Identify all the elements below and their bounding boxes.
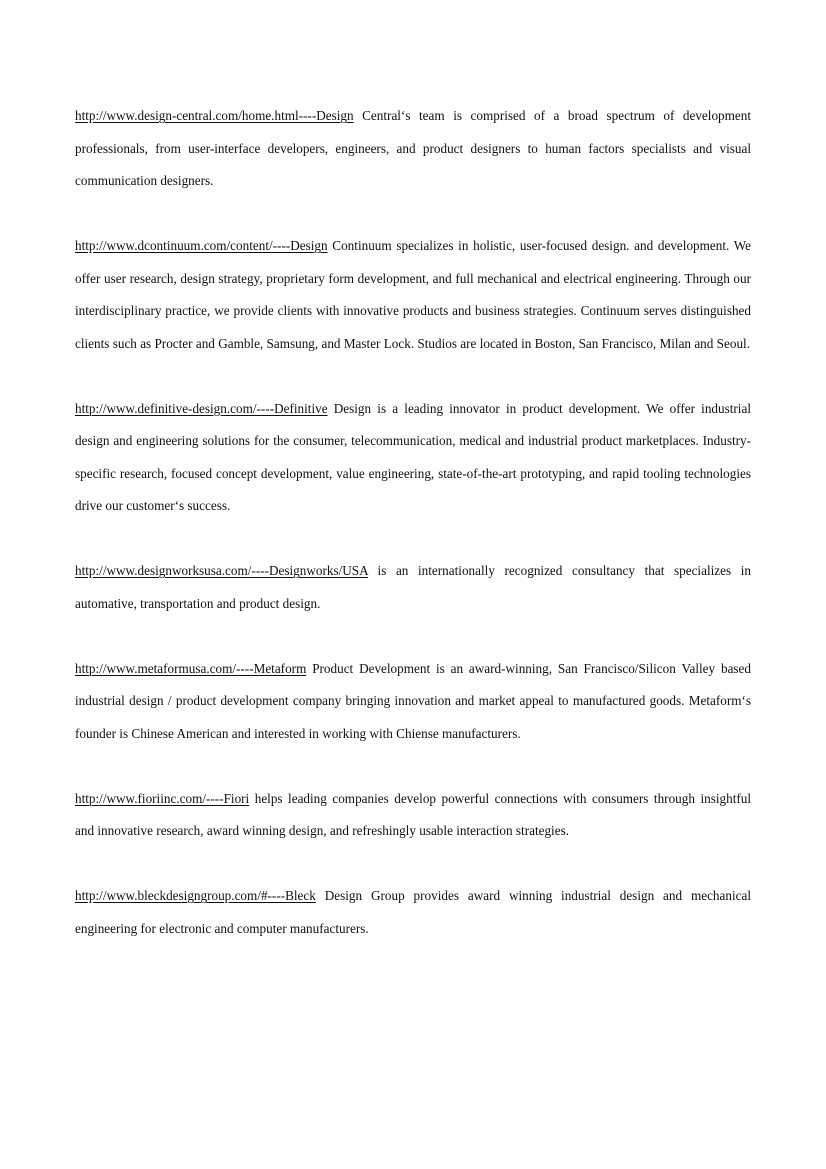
entry-bleck-design-group: [75, 880, 751, 945]
entry-link[interactable]: http://www.definitive-design.com/----Definitive: [75, 400, 328, 416]
entry-link[interactable]: http://www.designworksusa.com/----Designworks/USA: [75, 563, 368, 578]
entry-fiori: [75, 783, 751, 848]
entry-link[interactable]: http://www.metaformusa.com/----Metaform: [75, 660, 307, 676]
entry-text: Product Development is an award-winning, San Francisco/Silicon Valley based industrial design / product development company bringing innovation and market appeal to manufactured goods. Metaform‘s founder is Chinese American and interested in working with Chiense manufacturers.: [75, 660, 752, 741]
entry-design-central: [75, 100, 751, 198]
entry-text: Continuum specializes in holistic, user-focused design. and development. We offer user research, design strategy, proprietary form development, and full mechanical and electrical engineering. Through our interdisciplinary practice, we provide clients with innovative products and business strategies. Continuum serves distinguished clients such as Procter and Gamble, Samsung, and Master Lock. Studios are located in Boston, San Francisco, Milan and Seoul.: [75, 238, 751, 351]
entry-metaform: [75, 653, 751, 751]
entry-definitive-design: [75, 393, 751, 523]
entry-text: is an internationally recognized consultancy that specializes in automative, transportation and product design.: [75, 563, 751, 611]
entry-text: Central‘s team is comprised of a broad spectrum of development professionals, from user-interface developers, engineers, and product designers to human factors specialists and visual communication designers.: [75, 108, 752, 188]
entry-text: Design is a leading innovator in product development. We offer industrial design and engineering solutions for the consumer, telecommunication, medical and industrial product marketplaces. Industry-specific research, focused concept development, value engineering, state-of-the-art prototyping, and rapid tooling technologies drive our customer‘s success.: [75, 400, 751, 513]
entry-continuum: [75, 230, 751, 360]
entry-designworks-usa: [75, 555, 751, 620]
entry-link[interactable]: http://www.design-central.com/home.html----Design: [75, 108, 354, 123]
entry-text: Design Group provides award winning industrial design and mechanical engineering for electronic and computer manufacturers.: [75, 888, 752, 936]
entry-link[interactable]: http://www.dcontinuum.com/content/----Design: [75, 238, 328, 253]
entry-text: helps leading companies develop powerful connections with consumers through insightful and innovative research, award winning design, and refreshingly usable interaction strategies.: [75, 790, 752, 838]
entry-link[interactable]: http://www.bleckdesigngroup.com/#----Bleck: [75, 888, 316, 903]
entry-link[interactable]: http://www.fioriinc.com/----Fiori: [75, 790, 250, 806]
document-page: [75, 100, 751, 978]
